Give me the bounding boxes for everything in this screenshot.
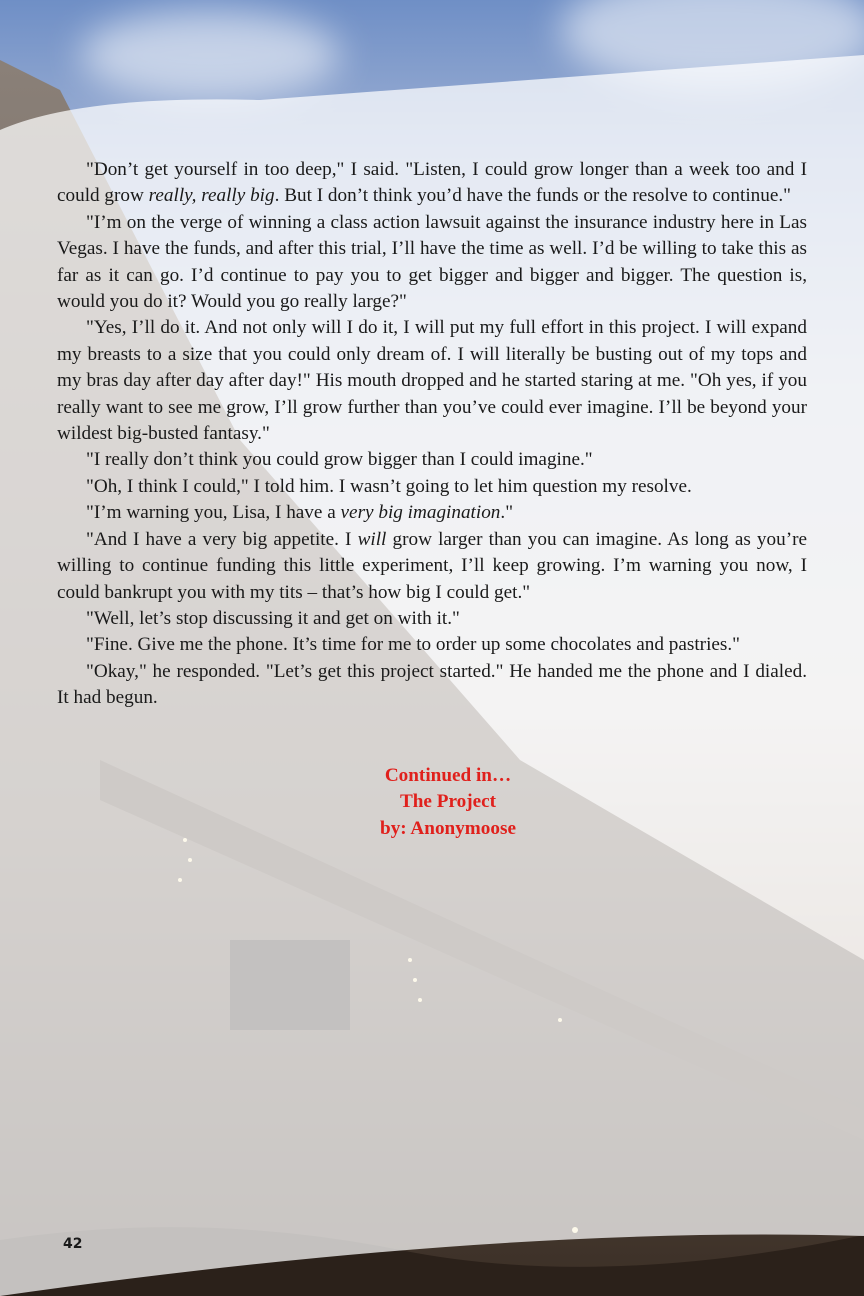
paragraph bbox=[57, 210, 807, 316]
text-segment: "I’m warning you, Lisa, I have a bbox=[86, 502, 341, 524]
text-segment: ." bbox=[500, 502, 514, 524]
text-segment: "Okay," he responded. "Let’s get this project started." He handed me the phone and I dialed. It had begun. bbox=[57, 660, 807, 709]
text-segment: "Well, let’s stop discussing it and get on with it." bbox=[86, 607, 460, 629]
paragraph bbox=[57, 447, 807, 473]
page-number: 42 bbox=[63, 1236, 83, 1252]
italic-text: really, really big bbox=[148, 185, 275, 207]
italic-text: very big imagination bbox=[340, 502, 501, 524]
text-segment: "Fine. Give me the phone. It’s time for me to order up some chocolates and pastries." bbox=[86, 634, 741, 656]
paragraph bbox=[57, 474, 807, 500]
continued-title: The Project bbox=[399, 791, 497, 813]
text-segment: "I really don’t think you could grow bigger than I could imagine." bbox=[86, 449, 593, 471]
story-text bbox=[57, 157, 807, 712]
text-segment: grow larger than you can imagine. As long as you’re willing to continue funding this little experiment, I’ll keep growing. I’m warning you now, I could bankrupt you with my tits – that’s how big I could get." bbox=[57, 528, 808, 603]
text-segment: "Oh, I think I could," I told him. I wasn’t going to let him question my resolve. bbox=[86, 475, 692, 497]
text-segment: . But I don’t think you’d have the funds or the resolve to continue." bbox=[274, 185, 791, 207]
continued-author: by: Anonymoose bbox=[380, 817, 516, 839]
continued-line: Continued in… bbox=[384, 765, 512, 786]
text-segment: "And I have a very big appetite. I bbox=[86, 528, 358, 550]
paragraph bbox=[57, 527, 807, 606]
paragraph bbox=[57, 606, 807, 632]
text-segment: "Yes, I’ll do it. And not only will I do it, I will put my full effort in this project. I will expand my breasts to a size that you could only dream of. I will literally be busting out of my tops and my bras day after day after day!" His mouth dropped and he started staring at me. "Oh yes, if you really want to see me grow, I’ll grow further than you’ve could ever imagine. I’ll be beyond your wildest big-busted fantasy." bbox=[57, 317, 807, 445]
continued-note bbox=[0, 763, 864, 842]
paragraph bbox=[57, 157, 807, 210]
text-segment: "I’m on the verge of winning a class action lawsuit against the insurance industry here in Las Vegas. I have the funds, and after this trial, I’ll have the time as well. I’d be willing to take this as far as it can go. I’d continue to pay you to get bigger and bigger and bigger. The question is, would you do it? Would you go really large?" bbox=[57, 211, 807, 313]
paragraph bbox=[57, 659, 807, 712]
paragraph bbox=[57, 632, 807, 658]
paragraph bbox=[57, 500, 807, 526]
text-segment: "Don’t get yourself in too deep," I said. "Listen, I could grow longer than a week too and I could grow bbox=[57, 159, 807, 207]
italic-text: will bbox=[357, 528, 387, 550]
paragraph bbox=[57, 315, 807, 447]
